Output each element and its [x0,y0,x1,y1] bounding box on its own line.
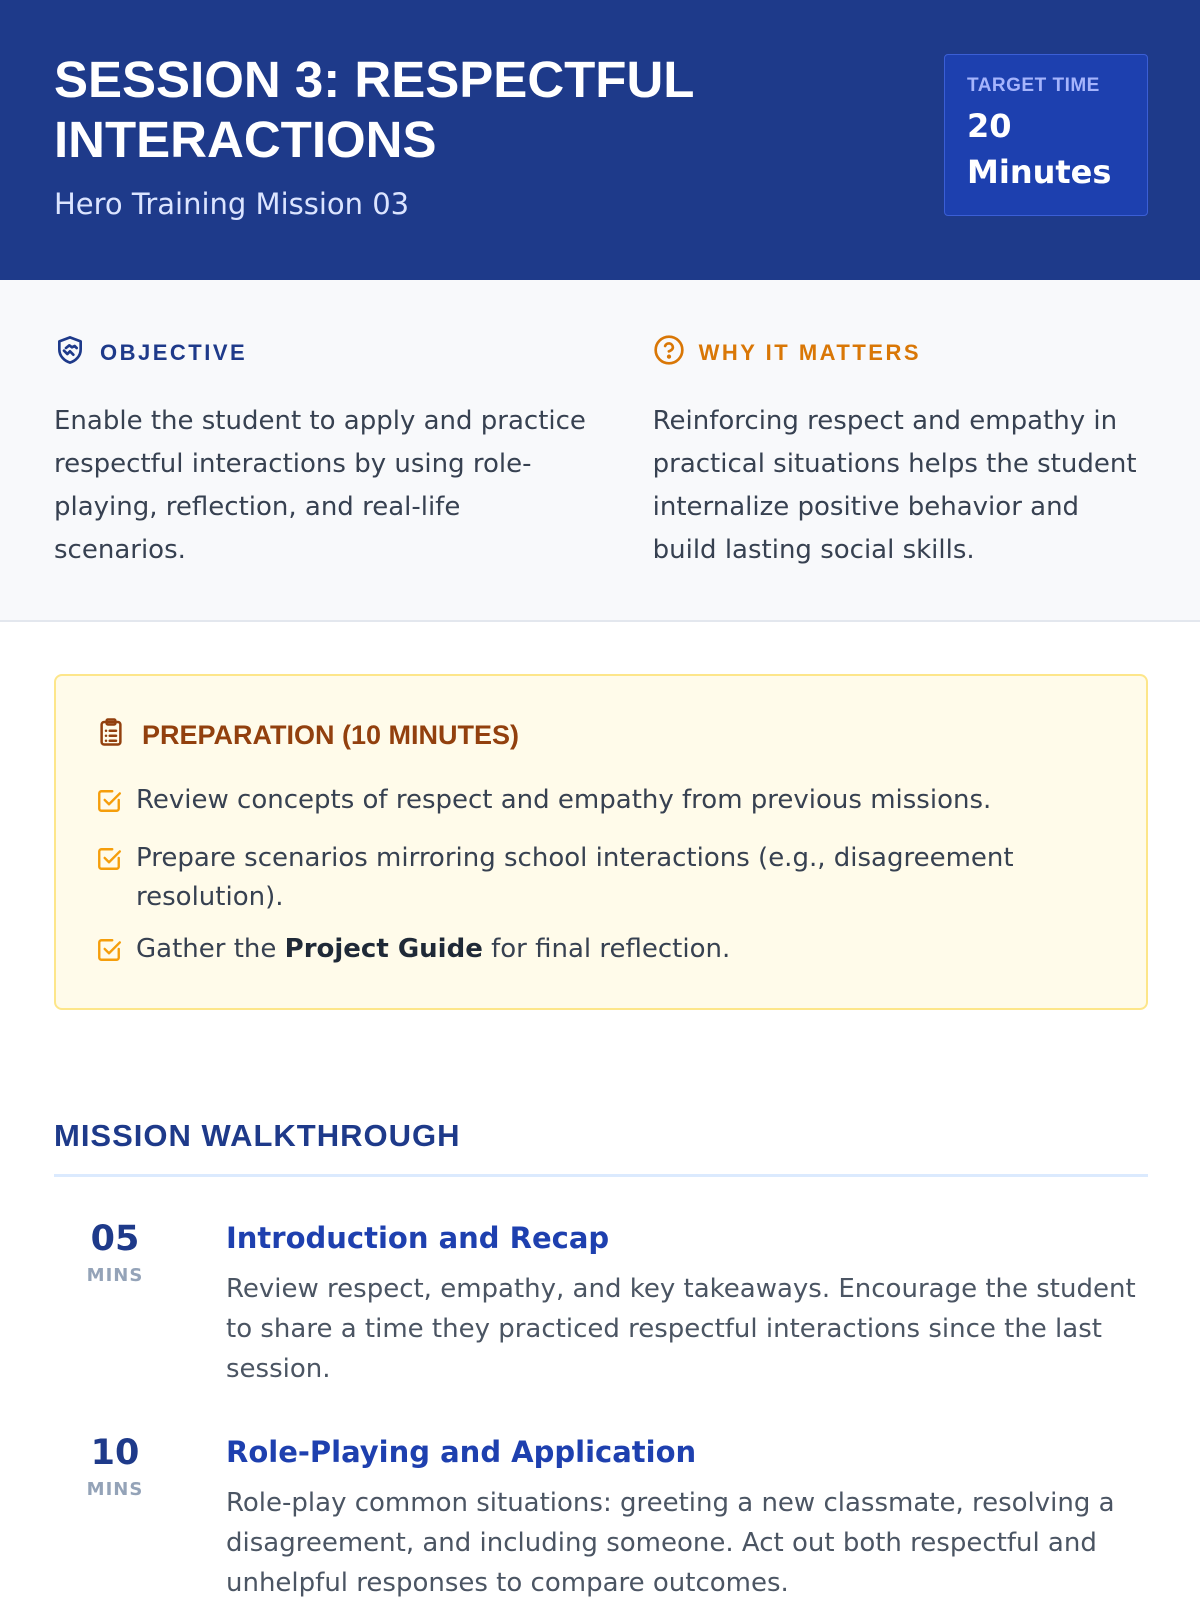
step-duration [50,1219,180,1389]
list-item [96,781,1106,826]
page-subtitle: Hero Training Mission 03 [54,187,410,221]
list-item [96,930,1106,975]
target-time-card [944,54,1148,216]
step-unit: MINS [86,1479,144,1500]
list-item-text: Prepare scenarios mirroring school interactions (e.g., disagreement resolution). [136,843,1014,912]
step-unit: MINS [86,1265,144,1286]
question-circle-icon [653,334,685,372]
checkbox-icon [96,936,124,975]
step-body [226,1433,1148,1603]
step-body [226,1219,1148,1389]
handshake-icon [54,334,86,372]
walkthrough-heading: MISSION WALKTHROUGH [54,1118,1148,1177]
preparation-heading-row [96,716,1106,755]
objective-text: Enable the student to apply and practice respectful interactions by using role-playing, reflection, and real-life scenarios. [54,406,586,565]
why-text: Reinforcing respect and empathy in practical situations helps the student internalize positive behavior and build lasting social skills. [652,406,1137,565]
step-minutes: 05 [90,1219,140,1259]
walkthrough-step [54,1433,1148,1603]
step-title: Introduction and Recap [226,1221,610,1255]
walkthrough-step [54,1219,1148,1389]
objective-heading: OBJECTIVE [100,340,248,365]
preparation-heading: PREPARATION (10 MINUTES) [142,720,520,750]
why-heading: WHY IT MATTERS [698,340,922,365]
why-column [653,336,1146,620]
preparation-box [54,674,1148,1010]
project-guide-emphasis: Project Guide [284,934,483,964]
clipboard-icon [96,716,126,755]
list-item-text: Review concepts of respect and empathy from previous missions. [136,785,992,815]
preparation-list [96,781,1106,975]
target-time-value: 20 Minutes [967,107,1112,191]
step-title: Role-Playing and Application [226,1435,697,1469]
target-time-label: TARGET TIME [967,75,1100,96]
mission-walkthrough [54,1118,1148,1603]
info-section [0,280,1200,622]
step-description: Review respect, empathy, and key takeaways. Encourage the student to share a time they practiced respectful interactions since the last session. [226,1274,1136,1384]
list-item-text-post: for final reflection. [482,934,731,964]
list-item [96,839,1106,917]
page-title: SESSION 3: RESPECTFUL INTERACTIONS [54,51,694,168]
checkbox-icon [96,787,124,826]
checkbox-icon [96,845,124,884]
header [0,0,1200,280]
why-heading-row [653,336,1146,370]
step-description: Role-play common situations: greeting a new classmate, resolving a disagreement, and including someone. Act out both respectful and unhelpful responses to compare outcomes. [226,1488,1115,1598]
list-item-text-pre: Gather the [136,934,285,964]
step-minutes: 10 [90,1433,140,1473]
list-item-text [136,930,730,969]
objective-column [54,336,599,620]
step-duration [50,1433,180,1603]
objective-heading-row [54,336,599,370]
